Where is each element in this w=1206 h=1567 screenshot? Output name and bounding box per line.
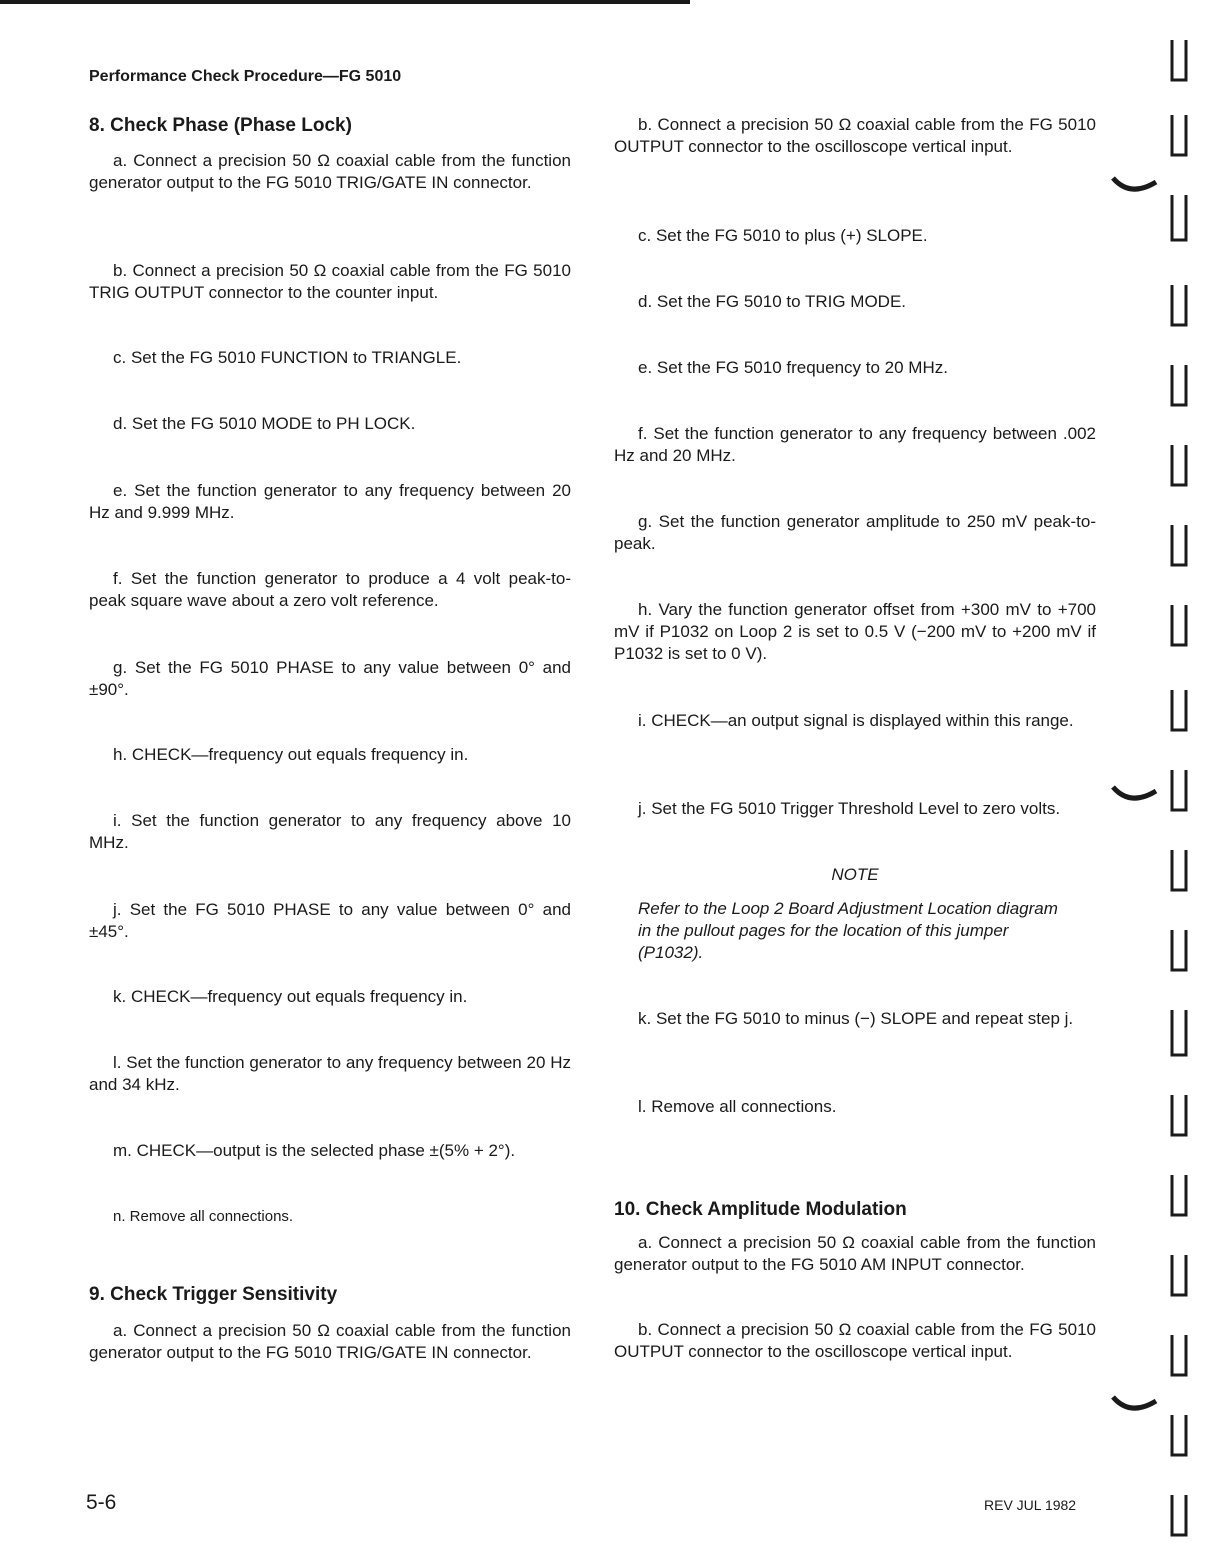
step-8i: i. Set the function generator to any frequency above 10 MHz. [89,811,571,852]
step-8c: c. Set the FG 5010 FUNCTION to TRIANGLE. [113,348,462,367]
step-8f: f. Set the function generator to produce a 4 volt peak-to-peak square wave about a zero volt reference. [89,569,571,610]
binding-curve-2 [1110,775,1160,815]
section-9-title: 9. Check Trigger Sensitivity [89,1284,338,1305]
top-rule [0,0,690,4]
step-8m: m. CHECK—output is the selected phase ±(5% + 2°). [113,1141,516,1160]
step-8b: b. Connect a precision 50 Ω coaxial cable from the FG 5010 TRIG OUTPUT connector to the counter input. [89,261,571,302]
step-9l: l. Remove all connections. [638,1097,837,1116]
page-header: Performance Check Procedure—FG 5010 [89,68,402,85]
step-9i: i. CHECK—an output signal is displayed within this range. [638,711,1074,730]
revision-date: REV JUL 1982 [984,1497,1077,1513]
step-9d: d. Set the FG 5010 to TRIG MODE. [638,292,907,311]
step-9c: c. Set the FG 5010 to plus (+) SLOPE. [638,226,928,245]
step-9k: k. Set the FG 5010 to minus (−) SLOPE and repeat step j. [638,1009,1074,1028]
binding-curve-3 [1110,1385,1160,1425]
step-8h: h. CHECK—frequency out equals frequency in. [113,745,469,764]
step-9b: b. Connect a precision 50 Ω coaxial cable from the FG 5010 OUTPUT connector to the oscilloscope vertical input. [614,115,1096,156]
step-9f: f. Set the function generator to any frequency between .002 Hz and 20 MHz. [614,424,1096,465]
step-10b: b. Connect a precision 50 Ω coaxial cable from the FG 5010 OUTPUT connector to the oscilloscope vertical input. [614,1320,1096,1361]
step-8k: k. CHECK—frequency out equals frequency in. [113,987,468,1006]
binding-slots [1162,0,1202,1567]
section-8-title: 8. Check Phase (Phase Lock) [89,115,352,136]
step-8a: a. Connect a precision 50 Ω coaxial cable from the function generator output to the FG 5010 TRIG/GATE IN connector. [89,151,571,192]
page-number: 5-6 [86,1491,117,1514]
step-8l: l. Set the function generator to any frequency between 20 Hz and 34 kHz. [89,1053,571,1094]
step-9a: a. Connect a precision 50 Ω coaxial cable from the function generator output to the FG 5010 TRIG/GATE IN connector. [89,1321,571,1362]
step-8d: d. Set the FG 5010 MODE to PH LOCK. [113,414,416,433]
step-9h: h. Vary the function generator offset from +300 mV to +700 mV if P1032 on Loop 2 is set to 0.5 V (−200 mV to +200 mV if P1032 is set to 0 V). [614,600,1096,663]
note-body: Refer to the Loop 2 Board Adjustment Location diagram in the pullout pages for the location of this jumper (P1032). [638,899,1058,962]
step-8j: j. Set the FG 5010 PHASE to any value between 0° and ±45°. [89,900,571,941]
section-10-title: 10. Check Amplitude Modulation [614,1199,907,1220]
step-9e: e. Set the FG 5010 frequency to 20 MHz. [638,358,948,377]
step-9g: g. Set the function generator amplitude to 250 mV peak-to-peak. [614,512,1096,553]
binding-curve-1 [1110,160,1160,200]
step-8e: e. Set the function generator to any frequency between 20 Hz and 9.999 MHz. [89,481,571,522]
binding-edge [1162,0,1202,1567]
note-title: NOTE [831,865,879,884]
step-8g: g. Set the FG 5010 PHASE to any value between 0° and ±90°. [89,658,571,699]
step-8n: n. Remove all connections. [113,1208,294,1225]
step-10a: a. Connect a precision 50 Ω coaxial cable from the function generator output to the FG 5010 AM INPUT connector. [614,1233,1096,1274]
step-9j: j. Set the FG 5010 Trigger Threshold Level to zero volts. [638,799,1061,818]
